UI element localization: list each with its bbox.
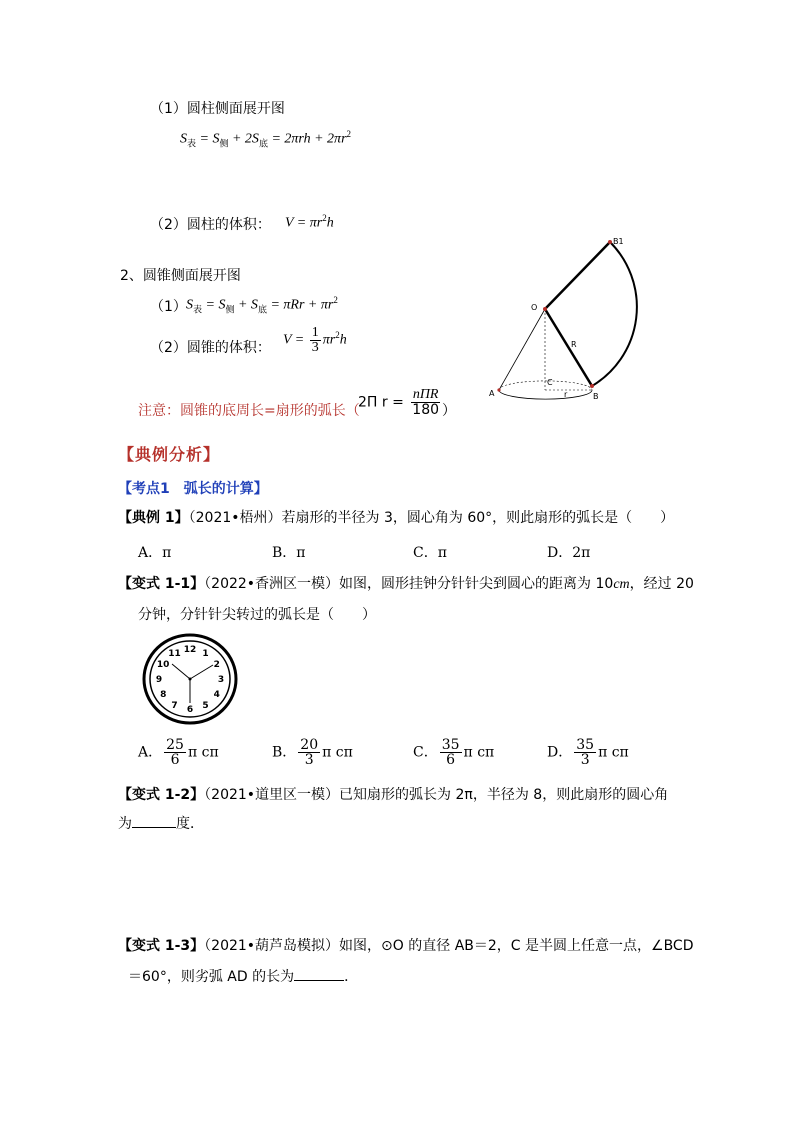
q3-line-1 [118, 786, 668, 804]
clock-number-1: 1 [202, 649, 209, 659]
q2-text-1: （2022•香洲区一模）如图，圆形挂钟分针针尖到圆心的距离为 10 [204, 576, 614, 592]
q2-line-1 [118, 575, 694, 594]
clock-number-11: 11 [168, 649, 181, 659]
q4-text-2a: ＝60°，则劣弧 AD 的长为 [128, 969, 295, 985]
clock-number-4: 4 [213, 690, 220, 700]
q3-tag: 【变式 1-2】 [118, 787, 205, 803]
q2-option-d-num: 35 [576, 737, 595, 753]
cone-side-left [499, 309, 545, 390]
note-lhs: 2Π r = [358, 394, 404, 411]
q2-option-c-num: 35 [441, 737, 460, 753]
clock-number-6: 6 [186, 705, 194, 715]
cylinder-surface-formula: $S_表 = S_侧 + 2S_底 = 2\pi rh + 2\pi r^2$ [180, 129, 352, 149]
q2-option-a-num: 25 [166, 737, 184, 753]
q3-text-2a: 为 [118, 816, 132, 832]
q4-tag: 【变式 1-3】 [118, 938, 205, 954]
q2-option-d-unit: π cπ [598, 744, 629, 761]
wall-clock-diagram [142, 633, 238, 725]
q2-option-b-letter: B． [272, 744, 297, 761]
label-a: A [489, 389, 495, 398]
note-numerator: nΠR [412, 387, 439, 402]
q1-option-a: A．π [138, 545, 172, 561]
clock-number-9: 9 [155, 675, 163, 685]
q2-option-d-letter: D． [547, 744, 573, 761]
q2-option-a-letter: A． [138, 744, 163, 761]
cone-base-front [499, 390, 592, 399]
q2-option-b-num: 20 [300, 737, 319, 753]
cone-heading: 2、圆锥侧面展开图 [120, 268, 241, 284]
label-r-lower: r [564, 390, 568, 399]
q2-line-2: 分钟，分针针尖转过的弧长是（ ） [138, 607, 376, 623]
cylinder-item-1: （1）圆柱侧面展开图 [150, 101, 285, 117]
q2-option-b [272, 738, 353, 767]
q2-tag: 【变式 1-1】 [118, 576, 205, 592]
q4-text-2b: ． [344, 969, 359, 985]
label-o: O [531, 303, 538, 312]
q4-line-2 [128, 968, 358, 986]
clock-number-3: 3 [217, 675, 225, 685]
clock-number-2: 2 [213, 660, 220, 670]
q1-line [118, 509, 674, 527]
note-formula [358, 388, 443, 417]
cone-item-2-label: （2）圆锥的体积： [150, 340, 271, 356]
q3-text-2b: 度． [176, 816, 204, 832]
cone-volume-formula: V = $\frac{1}{3}$ $\pi r^2h$ [283, 325, 347, 355]
clock-center [189, 678, 192, 681]
label-b1: B1 [613, 237, 624, 246]
q1-option-d: D．2π [547, 545, 591, 561]
note-text: 注意：圆锥的底周长=扇形的弧长（ [138, 403, 360, 419]
sector-radius-ob [545, 309, 592, 386]
note-close: ） [442, 403, 456, 419]
q2-option-c-den: 6 [446, 752, 456, 768]
q2-option-a-unit: π cπ [187, 744, 219, 761]
cylinder-volume-formula: $V = \pi r^2h$ [285, 213, 334, 231]
clock-number-10: 10 [156, 660, 170, 670]
section-title: 【典例分析】 [118, 445, 221, 464]
q1-option-b: B．π [272, 545, 306, 561]
q3-answer-blank[interactable] [132, 827, 176, 828]
cone-sector-diagram [485, 232, 645, 404]
q2-option-d-den: 3 [580, 752, 590, 768]
cone-surface-formula: $S_表 = S_侧 + S_底 = \pi Rr + \pi r^2$ [186, 295, 338, 315]
sector-arc [592, 242, 637, 386]
q2-option-b-unit: π cπ [322, 744, 353, 761]
note-denominator: 180 [412, 402, 440, 418]
q3-text-1: （2021•道里区一模）已知扇形的弧长为 2π，半径为 8，则此扇形的圆心角 [204, 787, 669, 803]
point-o [543, 307, 547, 311]
label-b: B [593, 392, 599, 401]
label-r-upper: R [571, 340, 577, 349]
label-c: C [547, 378, 553, 387]
clock-number-8: 8 [160, 690, 167, 700]
q4-answer-blank[interactable] [294, 980, 344, 981]
point-a [497, 388, 500, 391]
q2-option-a [138, 738, 219, 767]
point-b1 [608, 240, 612, 244]
cone-base-back [499, 381, 592, 390]
kaodian-title: 【考点1 弧长的计算】 [118, 481, 268, 497]
q4-text-1: （2021•葫芦岛模拟）如图，⊙O 的直径 AB＝2，C 是半圆上任意一点，∠BCD [204, 938, 694, 954]
sector-radius-ob1 [545, 242, 610, 309]
q1-option-c: C．π [413, 545, 447, 561]
q4-line-1 [118, 937, 694, 955]
q3-line-2 [118, 815, 204, 833]
q2-unit: cm [613, 577, 630, 592]
q2-text-1b: ，经过 20 [629, 576, 694, 592]
q2-option-b-den: 3 [304, 752, 314, 768]
q1-tag: 【典例 1】 [118, 510, 189, 526]
cylinder-item-2: （2）圆柱的体积： [150, 217, 271, 233]
clock-number-7: 7 [171, 701, 178, 711]
point-b [590, 384, 594, 388]
cone-item-1-label: （1） [150, 299, 187, 315]
clock-number-12: 12 [183, 645, 197, 655]
q2-option-c-unit: π cπ [463, 744, 495, 761]
q2-option-c [413, 738, 494, 767]
q2-option-c-letter: C． [413, 744, 438, 761]
q2-option-a-den: 6 [170, 752, 180, 768]
clock-number-5: 5 [202, 701, 209, 711]
q2-option-d [547, 738, 629, 767]
q1-text: （2021•梧州）若扇形的半径为 3，圆心角为 60°，则此扇形的弧长是（ ） [188, 510, 675, 526]
